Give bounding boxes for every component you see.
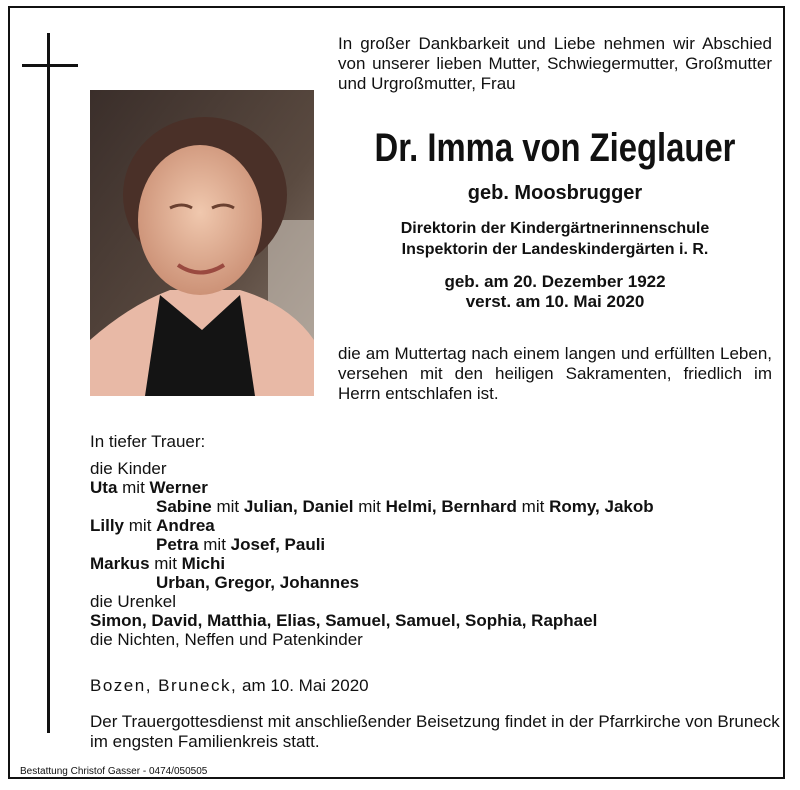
connector: mit <box>154 554 177 573</box>
person-name: Helmi, Bernhard <box>385 497 517 516</box>
list-item <box>90 516 780 535</box>
connector: mit <box>128 516 152 535</box>
mourners-heading: In tiefer Trauer: <box>90 432 206 451</box>
person-name: Lilly <box>90 516 125 535</box>
birth-date: geb. am 20. Dezember 1922 <box>444 272 666 291</box>
others-line: die Nichten, Neffen und Patenkinder <box>90 630 363 649</box>
connector: mit <box>216 497 240 516</box>
intro-text: In großer Dankbarkeit und Liebe nehmen wir Abschied von unserer lieben Mutter, Schwiegermutter, Großmutter und Urgroßmutter, Frau <box>338 34 772 93</box>
life-dates <box>338 272 772 312</box>
list-item <box>90 478 780 497</box>
list-item <box>90 573 780 592</box>
list-item <box>90 497 780 516</box>
connector: mit <box>521 497 545 516</box>
service-info: Der Trauergottesdienst mit anschließender Beisetzung findet in der Pfarrkirche von Bruneck im engsten Familienkreis statt. <box>90 712 780 751</box>
closing-text: die am Muttertag nach einem langen und erfüllten Leben, versehen mit den heiligen Sakramenten, friedlich im Herrn entschlafen ist. <box>338 344 772 403</box>
connector: mit <box>358 497 381 516</box>
place-date-text: am 10. Mai 2020 <box>241 676 369 695</box>
person-name: Simon, David, Matthia, Elias, Samuel, Samuel, Sophia, Raphael <box>90 611 598 630</box>
list-item <box>90 611 780 630</box>
children-label: die Kinder <box>90 459 167 478</box>
list-item <box>90 535 780 554</box>
person-name: Michi <box>181 554 226 573</box>
person-name: Romy, Jakob <box>549 497 654 516</box>
place-date <box>90 676 369 696</box>
person-name: Werner <box>149 478 208 497</box>
deceased-name: Dr. Imma von Zieglauer <box>374 126 736 170</box>
person-name: Markus <box>90 554 150 573</box>
title-line: Direktorin der Kindergärtnerinnenschule <box>400 220 710 237</box>
mourners-list <box>90 432 780 649</box>
portrait-photo <box>90 90 314 396</box>
cross-icon-bar <box>22 64 78 67</box>
connector: mit <box>122 478 145 497</box>
great-grandchildren-label: die Urenkel <box>90 592 176 611</box>
title-line: Inspektorin der Landeskindergärten i. R. <box>401 241 709 258</box>
person-name: Urban, Gregor, Johannes <box>156 573 360 592</box>
professional-titles <box>338 218 772 260</box>
birth-name: geb. Moosbrugger <box>467 182 643 204</box>
funeral-home-credit: Bestattung Christof Gasser - 0474/050505 <box>20 766 208 777</box>
death-date: verst. am 10. Mai 2020 <box>465 292 645 311</box>
person-name: Andrea <box>156 516 215 535</box>
person-name: Josef, Pauli <box>230 535 326 554</box>
person-name: Sabine <box>156 497 212 516</box>
person-name: Petra <box>156 535 199 554</box>
cross-icon <box>47 33 50 733</box>
list-item <box>90 554 780 573</box>
person-name: Julian, Daniel <box>243 497 354 516</box>
place-cities: Bozen, Bruneck, <box>90 676 238 695</box>
connector: mit <box>203 535 226 554</box>
person-name: Uta <box>90 478 118 497</box>
